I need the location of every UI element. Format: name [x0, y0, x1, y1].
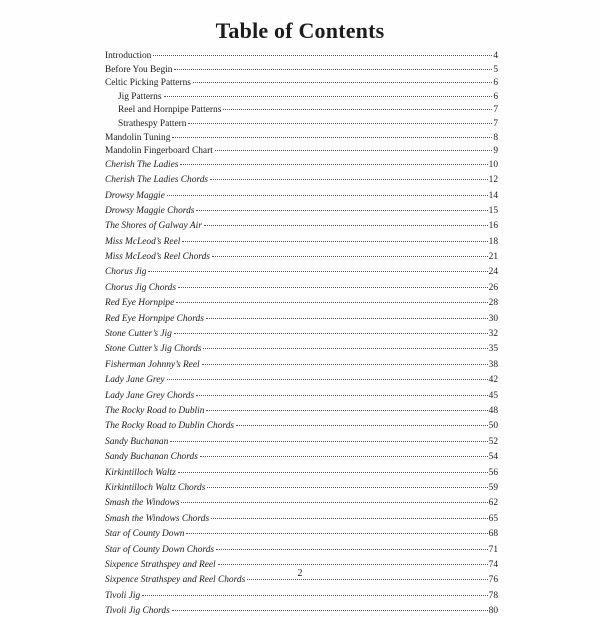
toc-entry-page: 5: [493, 64, 498, 75]
dot-leader: [211, 518, 488, 519]
toc-entry-page: 52: [488, 436, 498, 447]
toc-entry-page: 71: [488, 544, 498, 555]
toc-entry-page: 45: [488, 390, 498, 401]
toc-entry-page: 48: [488, 406, 498, 416]
dot-leader: [202, 364, 488, 365]
dot-leader: [164, 96, 493, 97]
toc-entry: [105, 453, 498, 468]
dot-leader: [206, 410, 487, 411]
dot-leader: [153, 55, 492, 56]
toc-entry: [105, 607, 498, 622]
toc-entry-page: 15: [488, 205, 498, 216]
toc-entry-title: Mandolin Fingerboard Chart: [105, 146, 213, 157]
dot-leader: [176, 302, 487, 303]
toc-entry-title: Cherish The Ladies: [105, 159, 179, 170]
toc-entry-title: Tivoli Jig: [105, 590, 141, 601]
dot-leader: [181, 502, 487, 503]
toc-entry: [105, 253, 498, 268]
toc-entry-title: The Rocky Road to Dublin Chords: [105, 421, 235, 432]
toc-entry-page: 21: [488, 252, 498, 263]
toc-entry-title: Sixpence Strathspey and Reel: [105, 559, 216, 570]
toc-entry: [105, 120, 498, 134]
toc-entry: [105, 299, 498, 314]
toc-entry-title: Red Eye Hornpipe Chords: [105, 313, 204, 324]
toc-entry-page: 59: [488, 482, 498, 493]
toc-entry: [105, 361, 498, 376]
dot-leader: [203, 348, 487, 349]
toc-entry-page: 8: [493, 132, 498, 143]
toc-entry-title: Sixpence Strathspey and Reel Chords: [105, 575, 246, 586]
dot-leader: [212, 256, 488, 257]
toc-entry: [105, 222, 498, 237]
toc-entry-page: 6: [493, 78, 498, 89]
toc-entry-title: Kirkintilloch Waltz Chords: [105, 482, 206, 493]
toc-entry-title: Lady Jane Grey Chords: [105, 390, 195, 401]
toc-entry: [105, 422, 498, 437]
dot-leader: [178, 472, 488, 473]
toc-entry: [105, 79, 498, 93]
toc-entry: [105, 484, 498, 499]
toc-entry: [105, 407, 498, 422]
toc-entry-title: Red Eye Hornpipe: [105, 298, 175, 309]
dot-leader: [174, 69, 492, 70]
toc-entry-title: Introduction: [105, 51, 152, 61]
toc-entry-title: Chorus Jig Chords: [105, 282, 177, 293]
toc-entry-title: Jig Patterns: [118, 91, 162, 102]
dot-leader: [167, 195, 488, 196]
toc-entry-title: Miss McLeod’s Reel Chords: [105, 252, 210, 263]
toc-entry: [105, 592, 498, 607]
toc-entry-title: Sandy Buchanan Chords: [105, 452, 198, 463]
toc-entry-page: 32: [488, 329, 498, 340]
dot-leader: [170, 441, 487, 442]
toc-entry-page: 16: [488, 221, 498, 232]
dot-leader: [196, 210, 487, 211]
dot-leader: [216, 549, 488, 550]
toc-entry-title: Mandolin Tuning: [105, 132, 171, 143]
toc-entry: [105, 546, 498, 561]
dot-leader: [172, 137, 492, 138]
dot-leader: [180, 164, 487, 165]
toc-entry: [105, 147, 498, 161]
toc-entry-page: 42: [488, 375, 498, 386]
dot-leader: [182, 241, 487, 242]
page-title: Table of Contents: [215, 18, 385, 43]
dot-leader: [148, 271, 487, 272]
dot-leader: [207, 487, 487, 488]
toc-entry-page: 54: [488, 452, 498, 463]
toc-entry: [105, 268, 498, 283]
toc-entry-page: 76: [488, 575, 498, 586]
toc-entry-title: The Shores of Galway Air: [105, 221, 202, 232]
toc-entry-page: 80: [488, 606, 498, 617]
toc-entry-page: 7: [493, 118, 498, 129]
toc-entry-title: Celtic Picking Patterns: [105, 78, 191, 89]
toc-entry-page: 56: [488, 467, 498, 478]
page-number: 2: [297, 568, 303, 579]
toc-entry-title: Drowsy Maggie: [105, 190, 165, 201]
dot-leader: [247, 579, 487, 580]
dot-leader: [210, 179, 488, 180]
toc-entry-page: 65: [488, 513, 498, 524]
toc-entry-page: 14: [488, 190, 498, 201]
toc-entry: [105, 176, 498, 191]
toc-entry-page: 30: [488, 313, 498, 324]
toc-entry-page: 38: [488, 359, 498, 370]
toc-entry-title: Before You Begin: [105, 64, 173, 75]
toc-entry-page: 9: [493, 146, 498, 157]
toc-entry: [105, 315, 498, 330]
dot-leader: [200, 456, 488, 457]
toc-entry-page: 6: [493, 91, 498, 102]
toc-entry-page: 68: [488, 529, 498, 540]
dot-leader: [215, 150, 493, 151]
toc-entry: [105, 207, 498, 222]
toc-entry: [105, 284, 498, 299]
toc-entry-title: Kirkintilloch Waltz: [105, 467, 176, 478]
toc-entry: [105, 134, 498, 148]
toc-entry-title: The Rocky Road to Dublin: [105, 406, 205, 416]
toc-entry-title: Drowsy Maggie Chords: [105, 205, 195, 216]
toc-entry-title: Sandy Buchanan: [105, 436, 169, 447]
toc-entry-page: 24: [488, 267, 498, 278]
toc-entry-title: Smash the Windows Chords: [105, 513, 210, 524]
toc-entry: [105, 376, 498, 391]
toc-entry: [105, 238, 498, 253]
toc-entry-page: 28: [488, 298, 498, 309]
toc-entry-title: Star of County Down: [105, 529, 185, 540]
toc-entry-title: Chorus Jig: [105, 267, 147, 278]
dot-leader: [193, 82, 492, 83]
dot-leader: [188, 123, 492, 124]
toc-entry-title: Strathespy Pattern: [118, 118, 187, 129]
toc-entry-title: Tivoli Jig Chords: [105, 606, 170, 617]
toc-entry-title: Miss McLeod’s Reel: [105, 236, 181, 247]
dot-leader: [236, 425, 488, 426]
toc-entry: [105, 192, 498, 207]
toc-entry-page: 62: [488, 498, 498, 509]
toc-entry-title: Reel and Hornpipe Patterns: [118, 105, 222, 116]
dot-leader: [218, 564, 488, 565]
toc-entry-title: Star of County Down Chords: [105, 544, 215, 555]
toc-entry: [105, 392, 498, 407]
dot-leader: [223, 109, 492, 110]
toc-entry-page: 26: [488, 282, 498, 293]
toc-entry-page: 50: [488, 421, 498, 432]
toc-entry-page: 74: [488, 559, 498, 570]
toc-entry: [105, 469, 498, 484]
dot-leader: [186, 533, 487, 534]
toc-entry-page: 18: [488, 236, 498, 247]
toc-entry-page: 12: [488, 175, 498, 186]
table-of-contents: [105, 52, 498, 622]
toc-entry-title: Stone Cutter’s Jig Chords: [105, 344, 202, 355]
toc-entry: [105, 66, 498, 80]
dot-leader: [206, 318, 488, 319]
dot-leader: [204, 225, 488, 226]
toc-entry: [105, 52, 498, 66]
toc-entry-page: 35: [488, 344, 498, 355]
toc-entry: [105, 106, 498, 120]
toc-entry-title: Stone Cutter’s Jig: [105, 329, 172, 340]
dot-leader: [196, 395, 487, 396]
toc-entry-page: 78: [488, 590, 498, 601]
toc-entry-page: 7: [493, 105, 498, 116]
toc-entry-title: Fisherman Johnny’s Reel: [105, 359, 200, 370]
toc-entry: [105, 330, 498, 345]
toc-entry: [105, 499, 498, 514]
dot-leader: [174, 333, 488, 334]
toc-entry: [105, 438, 498, 453]
dot-leader: [167, 379, 488, 380]
toc-entry-page: 10: [488, 159, 498, 170]
toc-entry: [105, 161, 498, 176]
toc-entry: [105, 93, 498, 107]
dot-leader: [142, 595, 487, 596]
dot-leader: [178, 287, 488, 288]
toc-entry: [105, 515, 498, 530]
toc-entry-title: Cherish The Ladies Chords: [105, 175, 209, 186]
toc-entry-title: Lady Jane Grey: [105, 375, 165, 386]
toc-entry: [105, 345, 498, 360]
toc-entry-page: 4: [493, 51, 498, 61]
toc-entry-title: Smash the Windows: [105, 498, 180, 509]
toc-entry: [105, 530, 498, 545]
dot-leader: [172, 610, 488, 611]
